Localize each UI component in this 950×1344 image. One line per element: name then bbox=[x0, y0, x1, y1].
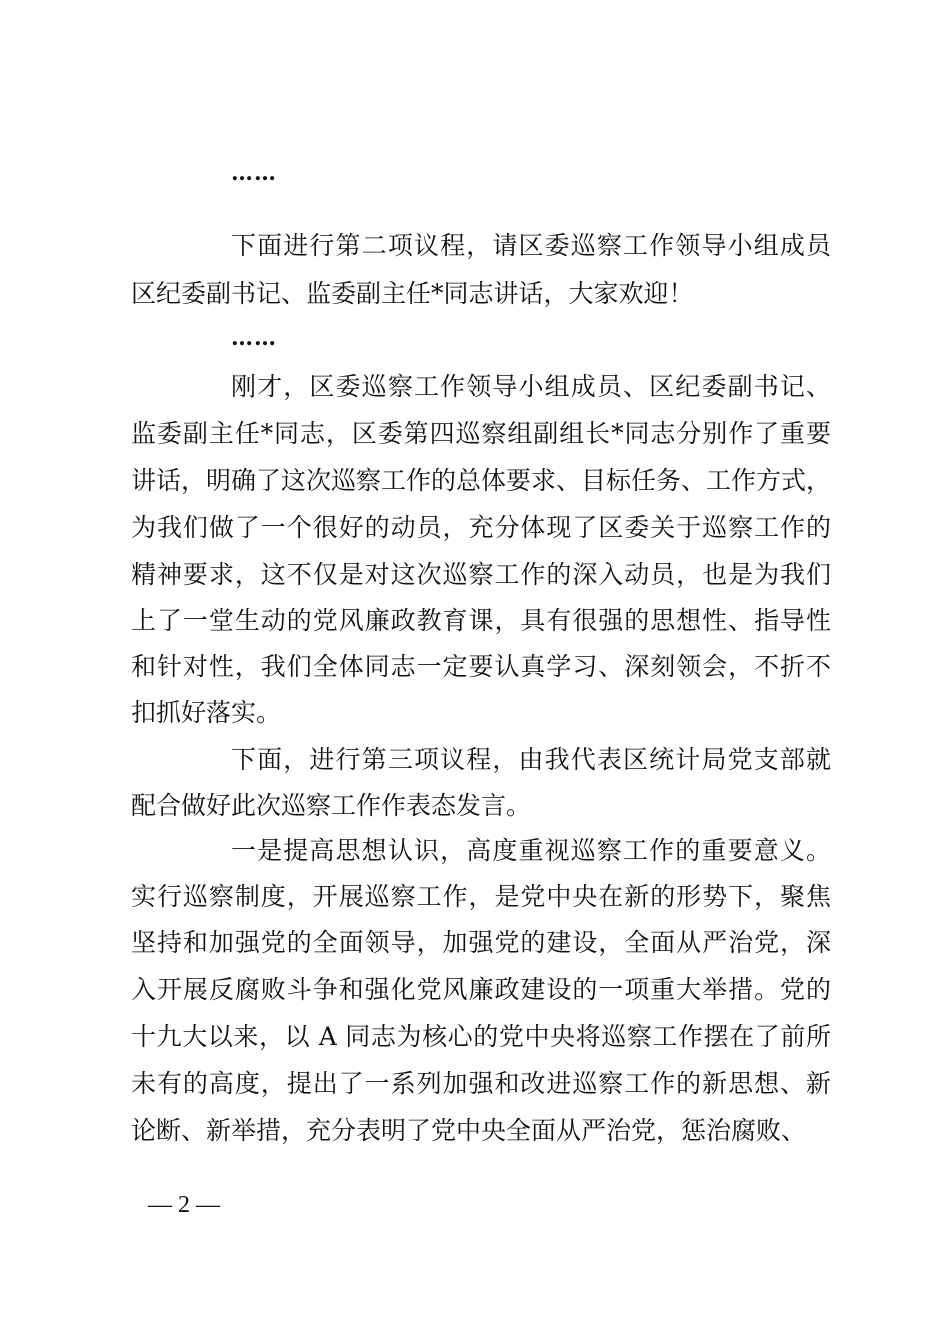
para-4-line-6: 未有的高度，提出了一系列加强和改进巡察工作的新思想、新 bbox=[131, 1069, 831, 1098]
page-number: — 2 — bbox=[148, 1192, 220, 1218]
ellipsis-2: …… bbox=[231, 325, 277, 351]
para-2-line-2: 监委副主任*同志，区委第四巡察组副组长*同志分别作了重要 bbox=[131, 419, 831, 448]
para-1-line-1: 下面进行第二项议程，请区委巡察工作领导小组成员 bbox=[231, 231, 831, 260]
para-2-line-8: 扣抓好落实。 bbox=[131, 698, 282, 727]
para-4-line-5: 十九大以来，以 A 同志为核心的党中央将巡察工作摆在了前所 bbox=[131, 1022, 831, 1051]
para-4-line-4: 入开展反腐败斗争和强化党风廉政建设的一项重大举措。党的 bbox=[131, 975, 831, 1004]
ellipsis-1: …… bbox=[231, 160, 277, 186]
para-2-line-4: 为我们做了一个很好的动员，充分体现了区委关于巡察工作的 bbox=[131, 513, 831, 542]
para-4-line-2: 实行巡察制度，开展巡察工作，是党中央在新的形势下，聚焦 bbox=[131, 882, 831, 911]
para-3-line-1: 下面，进行第三项议程，由我代表区统计局党支部就 bbox=[231, 745, 831, 774]
para-2-line-6: 上了一堂生动的党风廉政教育课，具有很强的思想性、指导性 bbox=[131, 606, 831, 635]
para-2-line-7: 和针对性，我们全体同志一定要认真学习、深刻领会，不折不 bbox=[131, 652, 831, 681]
para-2-line-1: 刚才，区委巡察工作领导小组成员、区纪委副书记、 bbox=[231, 372, 831, 401]
para-4-line-3: 坚持和加强党的全面领导，加强党的建设，全面从严治党，深 bbox=[131, 928, 831, 957]
para-2-line-3: 讲话，明确了这次巡察工作的总体要求、目标任务、工作方式， bbox=[131, 466, 832, 495]
para-2-line-5: 精神要求，这不仅是对这次巡察工作的深入动员，也是为我们 bbox=[131, 560, 831, 589]
para-4-line-7: 论断、新举措，充分表明了党中央全面从严治党，惩治腐败、 bbox=[131, 1116, 807, 1145]
para-4-line-1: 一是提高思想认识，高度重视巡察工作的重要意义。 bbox=[231, 836, 831, 865]
para-3-line-2: 配合做好此次巡察工作作表态发言。 bbox=[131, 791, 532, 820]
para-1-line-2: 区纪委副书记、监委副主任*同志讲话，大家欢迎！ bbox=[131, 279, 694, 308]
